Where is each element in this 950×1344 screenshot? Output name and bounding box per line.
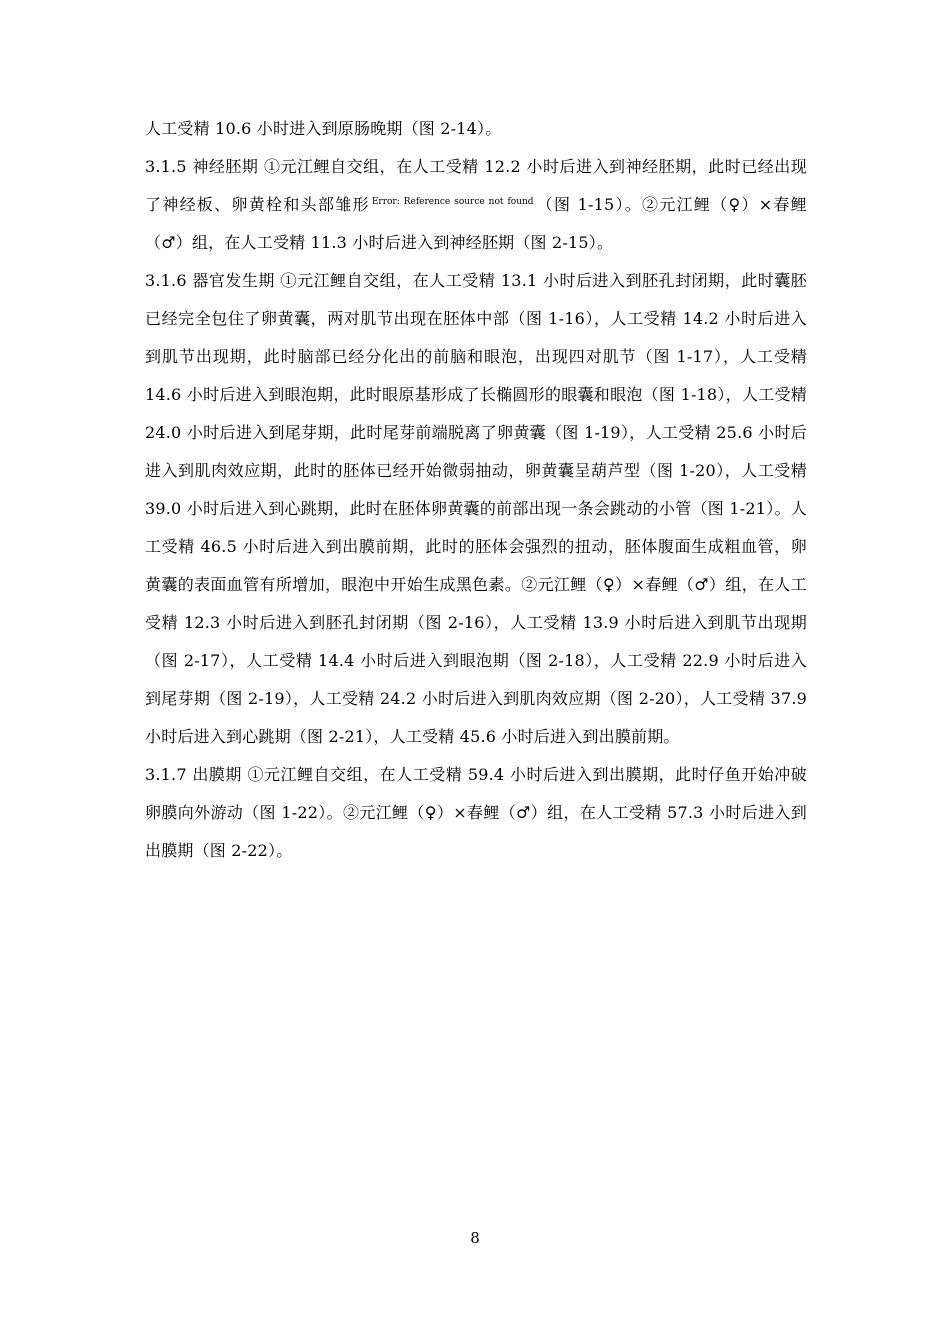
paragraph-organogenesis (145, 262, 807, 756)
paragraph-neurula (145, 148, 807, 262)
paragraph-text: （图 1-15）。②元江鲤（♀）×春鲤（♂）组，在人工受精 11.3 小时后进入到神经胚期（图 2-15）。 (145, 195, 807, 252)
reference-error: Error: Reference source not found (371, 196, 534, 207)
body-text (145, 110, 807, 870)
paragraph-gastrula-end (145, 110, 807, 148)
paragraph-hatching (145, 756, 807, 870)
paragraph-text: ①元江鲤自交组，在人工受精 12.2 小时后进入到神经胚期，此时已经出现了神经板、卵黄栓和头部雏形 (145, 157, 807, 214)
section-heading-3-1-6: 3.1.6 器官发生期 (145, 271, 281, 290)
paragraph-text: ①元江鲤自交组，在人工受精 13.1 小时后进入到胚孔封闭期，此时囊胚已经完全包住了卵黄囊，两对肌节出现在胚体中部（图 1-16），人工受精 14.2 小时后进入到肌节出现期，此时脑部已经分化出的前脑和眼泡，出现四对肌节（图 1-17），人工受精 14.6 小时后进入到眼泡期，此时眼原基形成了长椭圆形的眼囊和眼泡（图 1-18），人工受精 24.0 小时后进入到尾芽期，此时尾芽前端脱离了卵黄囊（图 1-19），人工受精 25.6 小时后进入到肌肉效应期，此时的胚体已经开始微弱抽动，卵黄囊呈葫芦型（图 1-20），人工受精 39.0 小时后进入到心跳期，此时在胚体卵黄囊的前部出现一条会跳动的小管（图 1-21）。人工受精 46.5 小时后进入到出膜前期，此时的胚体会强烈的扭动，胚体腹面生成粗血管，卵黄囊的表面血管有所增加，眼泡中开始生成黑色素。②元江鲤（♀）×春鲤（♂）组，在人工受精 12.3 小时后进入到胚孔封闭期（图 2-16），人工受精 13.9 小时后进入到肌节出现期（图 2-17），人工受精 14.4 小时后进入到眼泡期（图 2-18），人工受精 22.9 小时后进入到尾芽期（图 2-19），人工受精 24.2 小时后进入到肌肉效应期（图 2-20），人工受精 37.9 小时后进入到心跳期（图 2-21），人工受精 45.6 小时后进入到出膜前期。 (145, 271, 807, 746)
paragraph-text: 人工受精 10.6 小时进入到原肠晚期（图 2-14）。 (145, 119, 502, 138)
section-heading-3-1-7: 3.1.7 出膜期 (145, 765, 248, 784)
page-number: 8 (470, 1229, 480, 1247)
paragraph-text: ①元江鲤自交组，在人工受精 59.4 小时后进入到出膜期，此时仔鱼开始冲破卵膜向外游动（图 1-22）。②元江鲤（♀）×春鲤（♂）组，在人工受精 57.3 小时后进入到出膜期（图 2-22）。 (145, 765, 807, 860)
section-heading-3-1-5: 3.1.5 神经胚期 (145, 157, 265, 176)
